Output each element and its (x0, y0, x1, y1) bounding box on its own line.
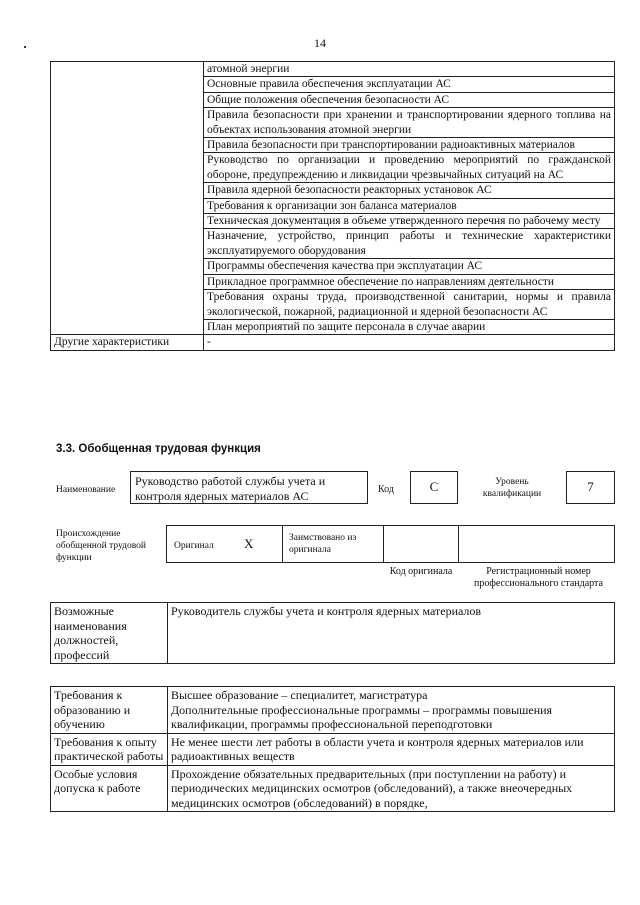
knowledge-empty-cell (51, 62, 204, 335)
knowledge-item: Назначение, устройство, принцип работы и технические характеристики эксплуатируемого оборудования (204, 229, 615, 259)
requirement-row (51, 733, 615, 765)
knowledge-item: План мероприятий по защите персонала в случае аварии (204, 319, 615, 334)
code-label: Код (378, 484, 394, 495)
knowledge-item: Основные правила обеспечения эксплуатации АС (204, 77, 615, 92)
origin-label: Происхождение обобщенной трудовой функции (56, 529, 146, 563)
section-title: 3.3. Обобщенная трудовая функция (56, 443, 261, 455)
other-label: Другие характеристики (51, 335, 204, 350)
requirements-table (50, 686, 615, 812)
requirement-label: Особые условия допуска к работе (51, 765, 168, 812)
origin-frame (166, 525, 615, 563)
knowledge-item: Программы обеспечения качества при эксплуатации АС (204, 259, 615, 274)
origin-divider-2 (383, 525, 384, 563)
code-value: C (429, 479, 439, 494)
requirement-label: Требования к образованию и обучению (51, 687, 168, 734)
reg-caption: Регистрационный номер профессионального стандарта (474, 566, 603, 589)
knowledge-table (50, 61, 615, 351)
knowledge-item: Правила безопасности при транспортировании радиоактивных материалов (204, 138, 615, 153)
knowledge-item: Правила ядерной безопасности реакторных установок АС (204, 183, 615, 198)
knowledge-item: Руководство по организации и проведению мероприятий по гражданской обороне, предупреждению и ликвидации чрезвычайных ситуаций на АС (204, 153, 615, 183)
origin-divider-1 (282, 525, 283, 563)
other-row (51, 335, 615, 350)
requirement-line: Высшее образование – специалитет, магистратура (171, 688, 428, 702)
requirement-value (168, 765, 615, 812)
requirement-value (168, 733, 615, 765)
positions-label: Возможные наименования должностей, профессий (51, 603, 168, 664)
origin-divider-3 (458, 525, 459, 563)
name-label: Наименование (56, 485, 116, 495)
requirement-label: Требования к опыту практической работы (51, 733, 168, 765)
code-caption: Код оригинала (389, 566, 453, 577)
original-label: Оригинал (174, 541, 214, 551)
positions-table (50, 602, 615, 664)
knowledge-item: Правила безопасности при хранении и транспортировании ядерного топлива на объектах использования атомной энергии (204, 108, 615, 138)
knowledge-item: Требования охраны труда, производственной санитарии, нормы и правила экологической, пожарной, радиационной и ядерной безопасности АС (204, 290, 615, 320)
requirement-line: Прохождение обязательных предварительных (при поступлении на работу) и периодических медицинских осмотров (обследований), а также внеочередных медицинских осмотров (обследований) в порядке, (171, 766, 573, 810)
knowledge-item: Прикладное программное обеспечение по направлениям деятельности (204, 274, 615, 289)
knowledge-row (51, 62, 615, 77)
knowledge-item: атомной энергии (204, 62, 615, 77)
requirement-line: Дополнительные профессиональные программы – программы повышения квалификации, программы профессиональной переподготовки (171, 702, 553, 731)
requirement-line: Не менее шести лет работы в области учета и контроля ядерных материалов или радиоактивных веществ (171, 734, 584, 763)
name-value: Руководство работой службы учета и контроля ядерных материалов АС (135, 474, 326, 503)
other-value: - (204, 335, 615, 350)
positions-value: Руководитель службы учета и контроля ядерных материалов (168, 603, 615, 664)
original-mark: X (244, 536, 254, 551)
requirement-value (168, 687, 615, 734)
knowledge-item: Техническая документация в объеме утвержденного перечня по рабочему месту (204, 214, 615, 229)
borrowed-label: Заимствовано из оригинала (289, 533, 357, 555)
level-label: Уровень квалификации (482, 477, 542, 499)
knowledge-item: Требования к организации зон баланса материалов (204, 198, 615, 213)
level-value: 7 (587, 479, 594, 494)
requirement-row (51, 765, 615, 812)
knowledge-item: Общие положения обеспечения безопасности АС (204, 92, 615, 107)
page-number: 14 (314, 36, 326, 50)
requirement-row (51, 687, 615, 734)
